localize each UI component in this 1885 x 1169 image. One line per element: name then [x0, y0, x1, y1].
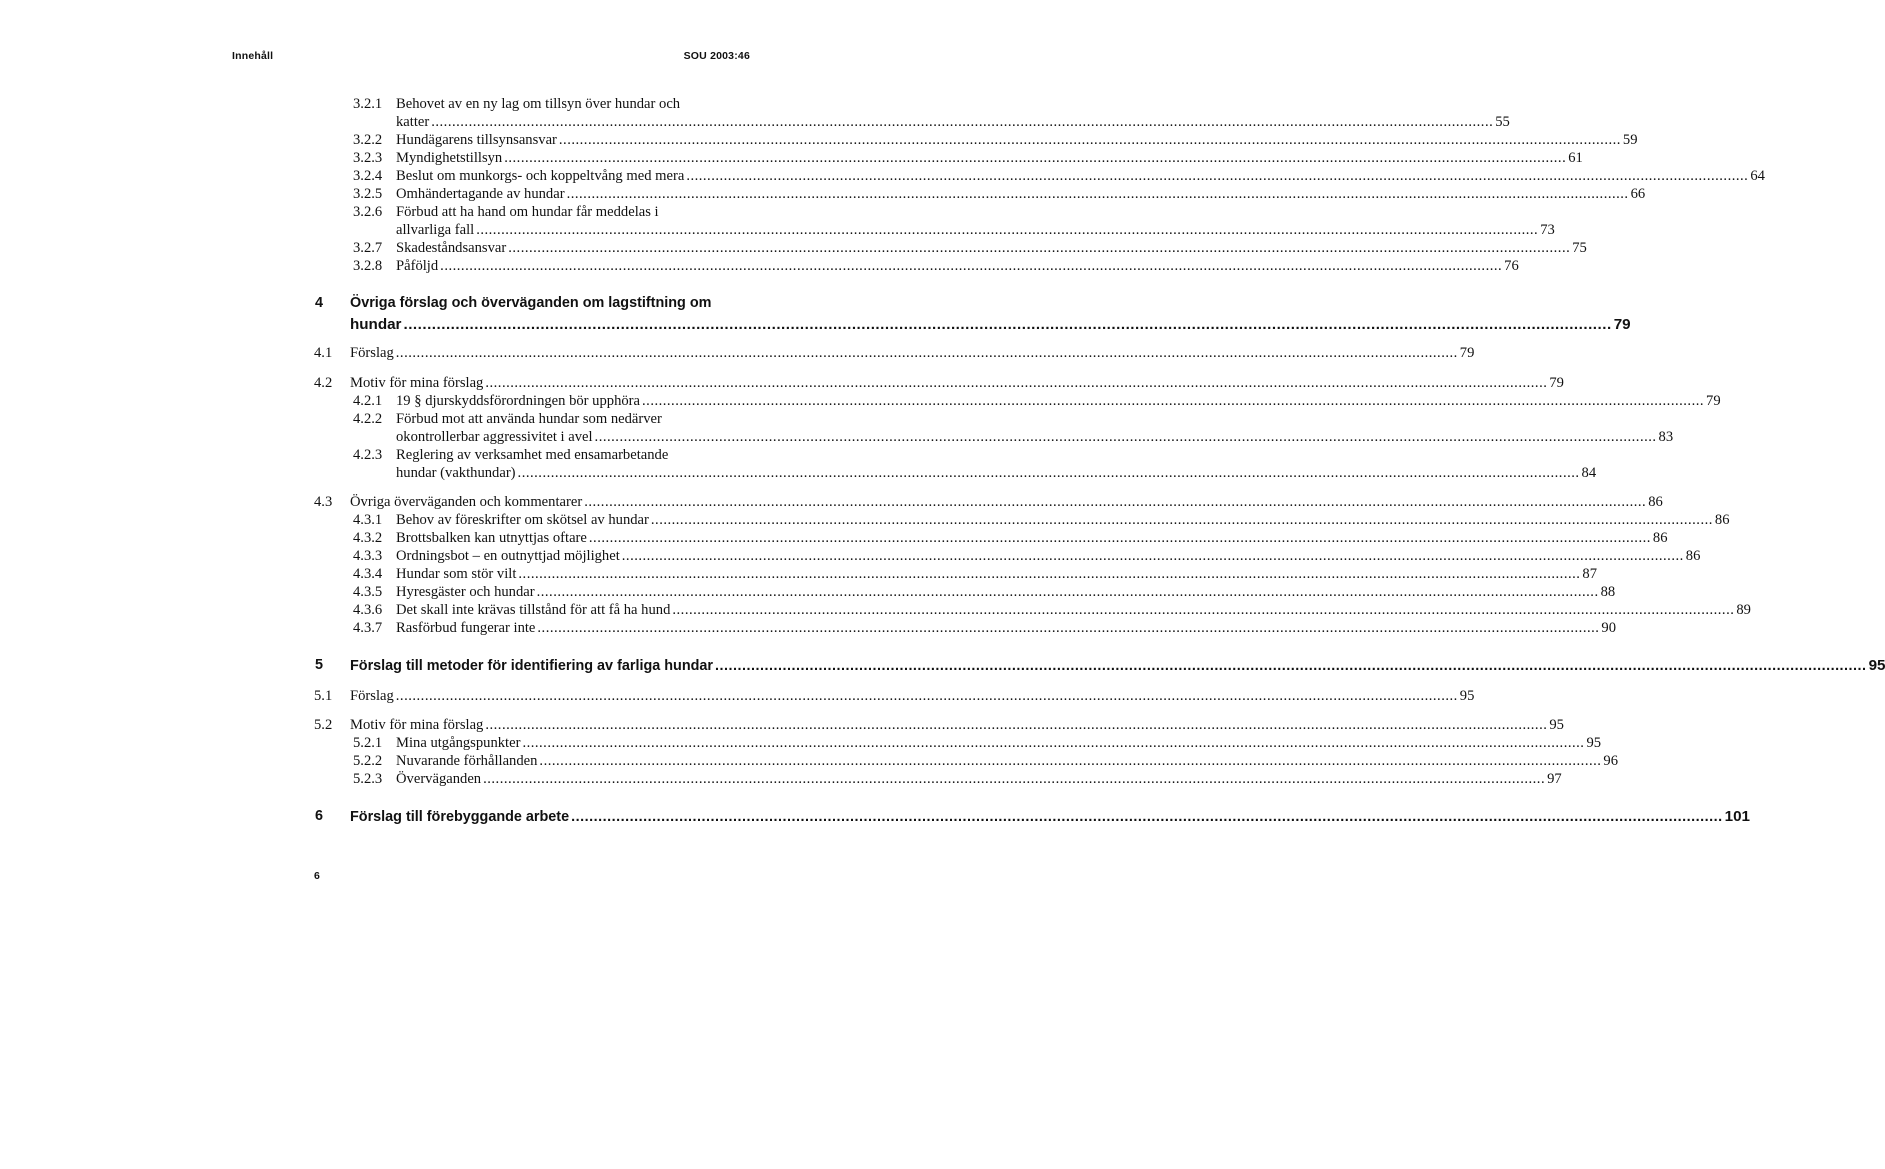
- toc-entry-number: 4.3.2: [353, 530, 383, 546]
- chapter-title: Förslag till förebyggande arbete: [350, 809, 570, 825]
- toc-entry[interactable]: [396, 393, 1721, 410]
- toc-page-number: 79: [1613, 316, 1631, 333]
- running-header-report-id: SOU 2003:46: [683, 50, 750, 62]
- toc-page-number: 86: [1685, 548, 1701, 564]
- section-number: 4.3: [314, 494, 333, 510]
- section-title: Övriga överväganden och kommentarer: [350, 494, 583, 510]
- toc-entry-text: katter: [396, 114, 430, 130]
- toc-entry-number: 4.3.1: [353, 512, 383, 528]
- toc-page-number: 79: [1549, 375, 1564, 391]
- toc-entry-text: Behov av föreskrifter om skötsel av hundar: [396, 512, 649, 528]
- toc-chapter-entry[interactable]: [350, 657, 1885, 674]
- toc-page-number: 55: [1495, 114, 1510, 130]
- dot-leader: [622, 548, 1684, 565]
- dot-leader: [431, 114, 1493, 131]
- section-title: Förslag: [350, 688, 394, 704]
- toc-page-number: 79: [1706, 393, 1721, 409]
- dot-leader: [537, 584, 1599, 601]
- toc-entry-number: 4.3.3: [353, 548, 383, 564]
- toc-page-number: 89: [1736, 602, 1751, 618]
- toc-entry[interactable]: [396, 150, 1583, 167]
- section-title: Förslag: [350, 345, 394, 361]
- dot-leader: [539, 753, 1601, 770]
- toc-page-number: 76: [1504, 258, 1519, 274]
- dot-leader: [518, 566, 1580, 583]
- toc-entry-number: 3.2.1: [353, 96, 383, 112]
- toc-entry-text: Påföljd: [396, 258, 439, 274]
- toc-entry-text: 19 § djurskyddsförordningen bör upphöra: [396, 393, 641, 409]
- toc-entry-text: Det skall inte krävas tillstånd för att få ha hund: [396, 602, 671, 618]
- toc-entry-text: Förbud att ha hand om hundar får meddelas i: [396, 204, 659, 220]
- toc-entry-text: Beslut om munkorgs- och koppeltvång med mera: [396, 168, 685, 184]
- chapter-number: 5: [315, 657, 324, 673]
- toc-section-entry[interactable]: [350, 688, 1475, 705]
- toc-page-number: 95: [1459, 688, 1475, 704]
- toc-entry[interactable]: [396, 240, 1587, 257]
- toc-section-entry[interactable]: [350, 494, 1663, 511]
- toc-entry-text: Ordningsbot – en outnyttjad möjlighet: [396, 548, 620, 564]
- dot-leader: [504, 150, 1566, 167]
- toc-entry-text: Hundägarens tillsynsansvar: [396, 132, 557, 148]
- dot-leader: [672, 602, 1734, 619]
- dot-leader: [485, 717, 1547, 734]
- section-number: 4.2: [314, 375, 333, 391]
- chapter-title: Övriga förslag och överväganden om lagstiftning om: [350, 295, 712, 311]
- toc-entry-number: 3.2.2: [353, 132, 383, 148]
- toc-page-number: 95: [1586, 735, 1602, 751]
- toc-page-number: 86: [1652, 530, 1668, 546]
- toc-entry-number: 4.2.3: [353, 447, 383, 463]
- toc-entry[interactable]: [396, 566, 1597, 583]
- dot-leader: [589, 530, 1651, 547]
- toc-entry-number: 3.2.3: [353, 150, 383, 166]
- toc-entry[interactable]: [396, 735, 1602, 752]
- toc-entry-number: 4.3.5: [353, 584, 383, 600]
- toc-page-number: 66: [1630, 186, 1646, 202]
- toc-entry[interactable]: [396, 753, 1619, 770]
- dot-leader: [595, 429, 1657, 446]
- dot-leader: [537, 620, 1599, 637]
- dot-leader: [559, 132, 1621, 149]
- toc-entry-text: hundar (vakthundar): [396, 465, 516, 481]
- toc-entry-text: okontrollerbar aggressivitet i avel: [396, 429, 593, 445]
- dot-leader: [518, 465, 1580, 482]
- toc-entry[interactable]: [396, 465, 1597, 482]
- toc-entry-number: 4.2.1: [353, 393, 383, 409]
- dot-leader: [508, 240, 1570, 257]
- toc-entry-text: allvarliga fall: [396, 222, 475, 238]
- toc-page-number: 64: [1750, 168, 1765, 184]
- toc-entry-number: 4.3.7: [353, 620, 383, 636]
- chapter-title: hundar: [350, 316, 402, 333]
- toc-entry-text: Nuvarande förhållanden: [396, 753, 538, 769]
- toc-chapter-entry[interactable]: [350, 808, 1750, 825]
- toc-entry[interactable]: [396, 168, 1765, 185]
- toc-section-entry[interactable]: [350, 717, 1564, 734]
- dot-leader: [440, 258, 1502, 275]
- toc-entry[interactable]: [396, 132, 1638, 149]
- dot-leader: [522, 735, 1584, 752]
- toc-entry-text: Hyresgäster och hundar: [396, 584, 535, 600]
- dot-leader: [567, 186, 1629, 203]
- toc-page-number: 83: [1658, 429, 1674, 445]
- toc-page-number: 96: [1603, 753, 1619, 769]
- toc-entry[interactable]: [396, 222, 1555, 239]
- toc-page-number: 79: [1459, 345, 1475, 361]
- toc-section-entry[interactable]: [350, 345, 1475, 362]
- toc-entry[interactable]: [396, 771, 1562, 788]
- running-header-title: Innehåll: [232, 50, 274, 62]
- dot-leader: [396, 688, 1458, 705]
- toc-entry[interactable]: [396, 512, 1730, 529]
- toc-entry-number: 3.2.8: [353, 258, 383, 274]
- dot-leader: [642, 393, 1704, 410]
- toc-entry-number: 4.3.4: [353, 566, 383, 582]
- page-number: 6: [314, 870, 320, 882]
- toc-page-number: 75: [1572, 240, 1587, 256]
- toc-entry-text: Omhändertagande av hundar: [396, 186, 565, 202]
- chapter-number: 6: [315, 808, 324, 824]
- toc-entry-text: Överväganden: [396, 771, 482, 787]
- section-number: 5.1: [314, 688, 333, 704]
- toc-entry-text: Myndighetstillsyn: [396, 150, 503, 166]
- toc-page-number: 97: [1547, 771, 1562, 787]
- dot-leader: [584, 494, 1646, 511]
- toc-entry-number: 3.2.7: [353, 240, 383, 256]
- toc-page-number: 95: [1868, 657, 1885, 674]
- toc-entry[interactable]: [396, 114, 1510, 131]
- toc-page-number: 84: [1581, 465, 1597, 481]
- toc-entry-number: 5.2.2: [353, 753, 383, 769]
- toc-entry-text: Mina utgångspunkter: [396, 735, 521, 751]
- toc-entry-number: 4.2.2: [353, 411, 383, 427]
- toc-entry[interactable]: [396, 548, 1701, 565]
- toc-entry[interactable]: [396, 258, 1519, 275]
- toc-entry-text: Skadeståndsansvar: [396, 240, 507, 256]
- dot-leader: [571, 809, 1723, 825]
- toc-page-number: 86: [1648, 494, 1663, 510]
- toc-page-number: 61: [1568, 150, 1583, 166]
- toc-page-number: 87: [1582, 566, 1597, 582]
- dot-leader: [403, 316, 1611, 333]
- toc-entry-number: 5.2.1: [353, 735, 383, 751]
- toc-entry-text: Hundar som stör vilt: [396, 566, 517, 582]
- toc-entry[interactable]: [396, 620, 1616, 637]
- toc-entry[interactable]: [396, 530, 1668, 547]
- dot-leader: [715, 658, 1867, 674]
- chapter-title: Förslag till metoder för identifiering av farliga hundar: [350, 658, 714, 674]
- dot-leader: [396, 345, 1458, 362]
- dot-leader: [485, 375, 1547, 392]
- dot-leader: [686, 168, 1748, 185]
- chapter-number: 4: [315, 295, 324, 311]
- dot-leader: [651, 512, 1713, 529]
- toc-entry[interactable]: [396, 584, 1616, 601]
- section-title: Motiv för mina förslag: [350, 375, 484, 391]
- toc-entry[interactable]: [396, 186, 1646, 203]
- section-title: Motiv för mina förslag: [350, 717, 484, 733]
- toc-page-number: 95: [1549, 717, 1564, 733]
- toc-entry-text: Rasförbud fungerar inte: [396, 620, 536, 636]
- section-number: 4.1: [314, 345, 333, 361]
- dot-leader: [476, 222, 1538, 239]
- toc-entry-number: 5.2.3: [353, 771, 383, 787]
- toc-entry-text: Reglering av verksamhet med ensamarbetande: [396, 447, 669, 463]
- toc-entry[interactable]: [396, 602, 1751, 619]
- toc-entry-number: 3.2.4: [353, 168, 383, 184]
- toc-entry-number: 3.2.6: [353, 204, 383, 220]
- toc-page-number: 88: [1600, 584, 1616, 600]
- toc-entry-number: 4.3.6: [353, 602, 383, 618]
- toc-entry-text: Behovet av en ny lag om tillsyn över hundar och: [396, 96, 681, 112]
- section-number: 5.2: [314, 717, 333, 733]
- toc-page-number: 90: [1601, 620, 1616, 636]
- toc-page-number: 86: [1714, 512, 1730, 528]
- toc-page-number: 73: [1540, 222, 1555, 238]
- dot-leader: [483, 771, 1545, 788]
- toc-entry-number: 3.2.5: [353, 186, 383, 202]
- toc-section-entry[interactable]: [350, 375, 1564, 392]
- toc-page-number: 59: [1622, 132, 1638, 148]
- toc-page-number: 101: [1724, 808, 1750, 825]
- toc-entry-text: Förbud mot att använda hundar som nedärver: [396, 411, 662, 427]
- toc-entry[interactable]: [396, 429, 1674, 446]
- toc-chapter-entry[interactable]: [350, 316, 1631, 333]
- toc-entry-text: Brottsbalken kan utnyttjas oftare: [396, 530, 587, 546]
